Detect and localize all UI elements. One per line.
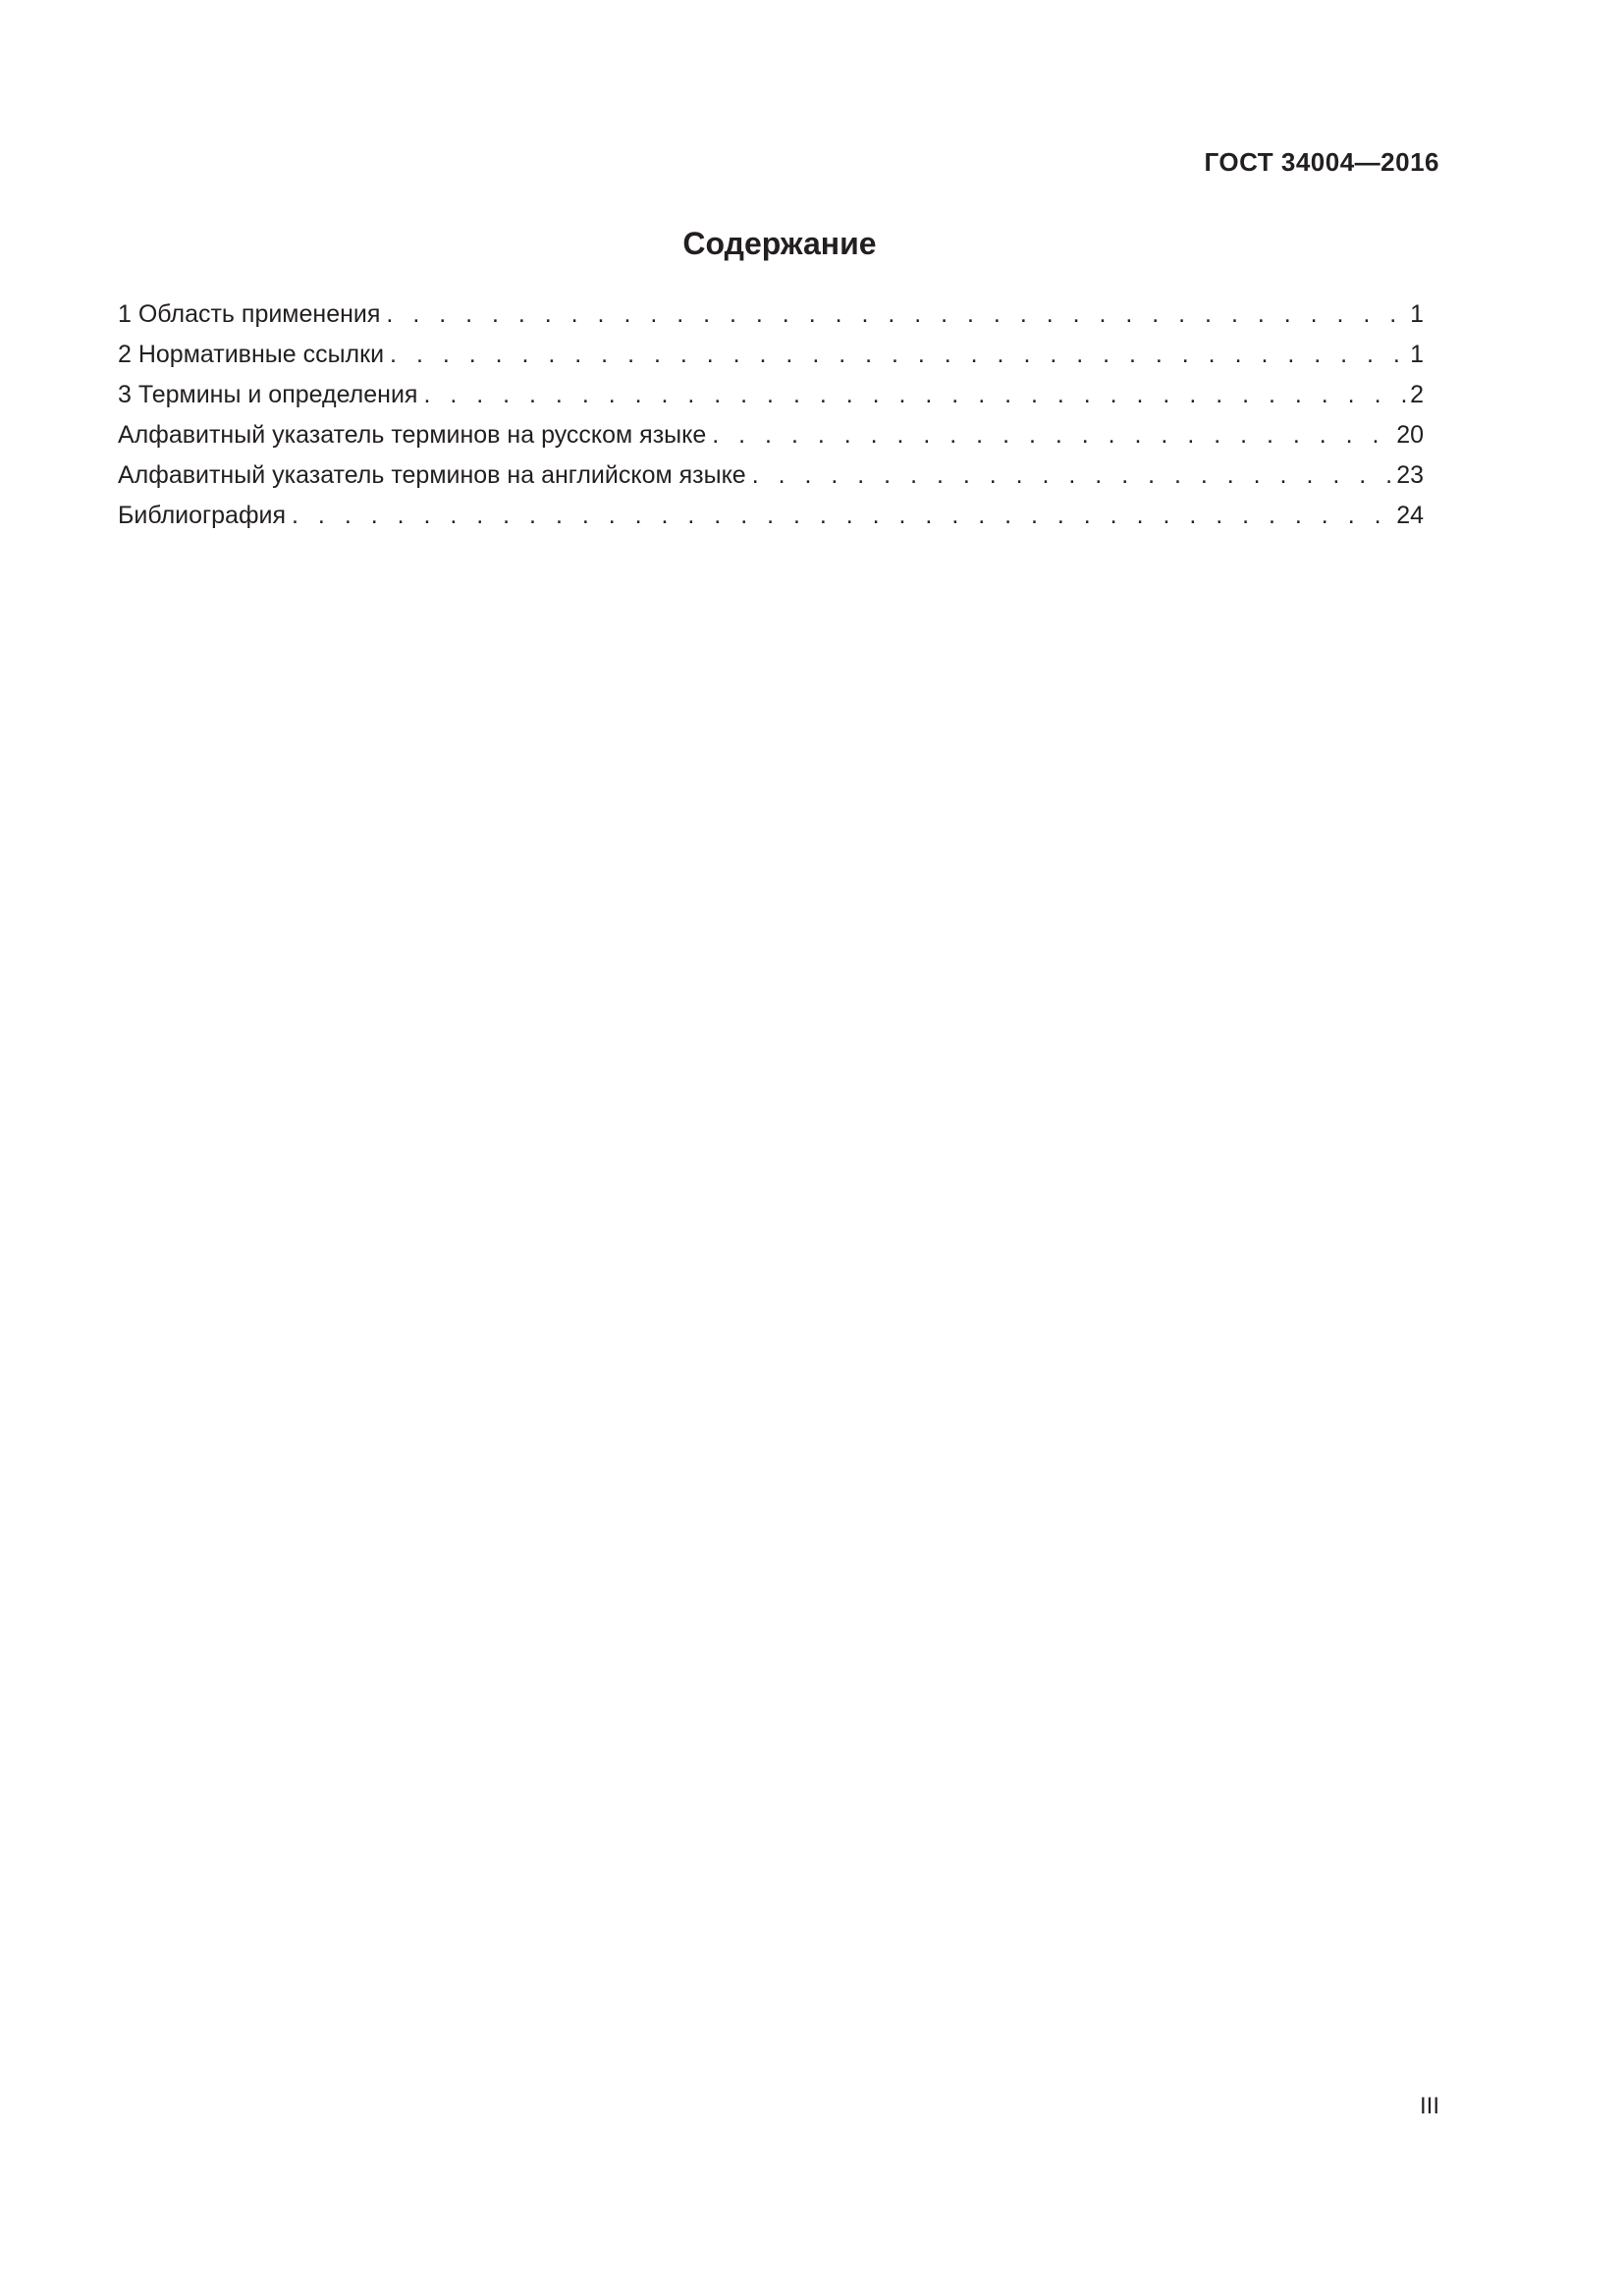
- toc-entry-page: 20: [1396, 421, 1424, 449]
- table-of-contents: [118, 294, 1424, 536]
- toc-entry-label: 3 Термины и определения: [118, 381, 418, 408]
- dot-leader: [390, 335, 1408, 375]
- dot-leader: [292, 496, 1394, 536]
- toc-entry-label: 2 Нормативные ссылки: [118, 341, 385, 368]
- document-code: ГОСТ 34004—2016: [1204, 147, 1439, 177]
- toc-entry-bibliography[interactable]: [118, 496, 1424, 536]
- toc-entry-normative-references[interactable]: [118, 335, 1424, 375]
- toc-entry-page: 24: [1396, 502, 1424, 529]
- page-number: III: [1419, 2093, 1439, 2119]
- dot-leader: [423, 375, 1408, 415]
- toc-entry-label: Алфавитный указатель терминов на английском языке: [118, 461, 746, 489]
- toc-entry-index-russian[interactable]: [118, 415, 1424, 455]
- dot-leader: [386, 294, 1408, 335]
- toc-entry-page: 2: [1410, 381, 1424, 408]
- toc-entry-label: Алфавитный указатель терминов на русском языке: [118, 421, 707, 449]
- toc-entry-page: 1: [1410, 341, 1424, 368]
- toc-entry-label: Библиография: [118, 502, 287, 529]
- toc-entry-page: 23: [1396, 461, 1424, 489]
- toc-entry-index-english[interactable]: [118, 455, 1424, 496]
- toc-entry-terms-definitions[interactable]: [118, 375, 1424, 415]
- dot-leader: [712, 415, 1394, 455]
- toc-title: Содержание: [682, 226, 877, 261]
- toc-entry-scope[interactable]: [118, 294, 1424, 335]
- toc-entry-label: 1 Область применения: [118, 300, 381, 328]
- dot-leader: [752, 455, 1394, 496]
- toc-entry-page: 1: [1410, 300, 1424, 328]
